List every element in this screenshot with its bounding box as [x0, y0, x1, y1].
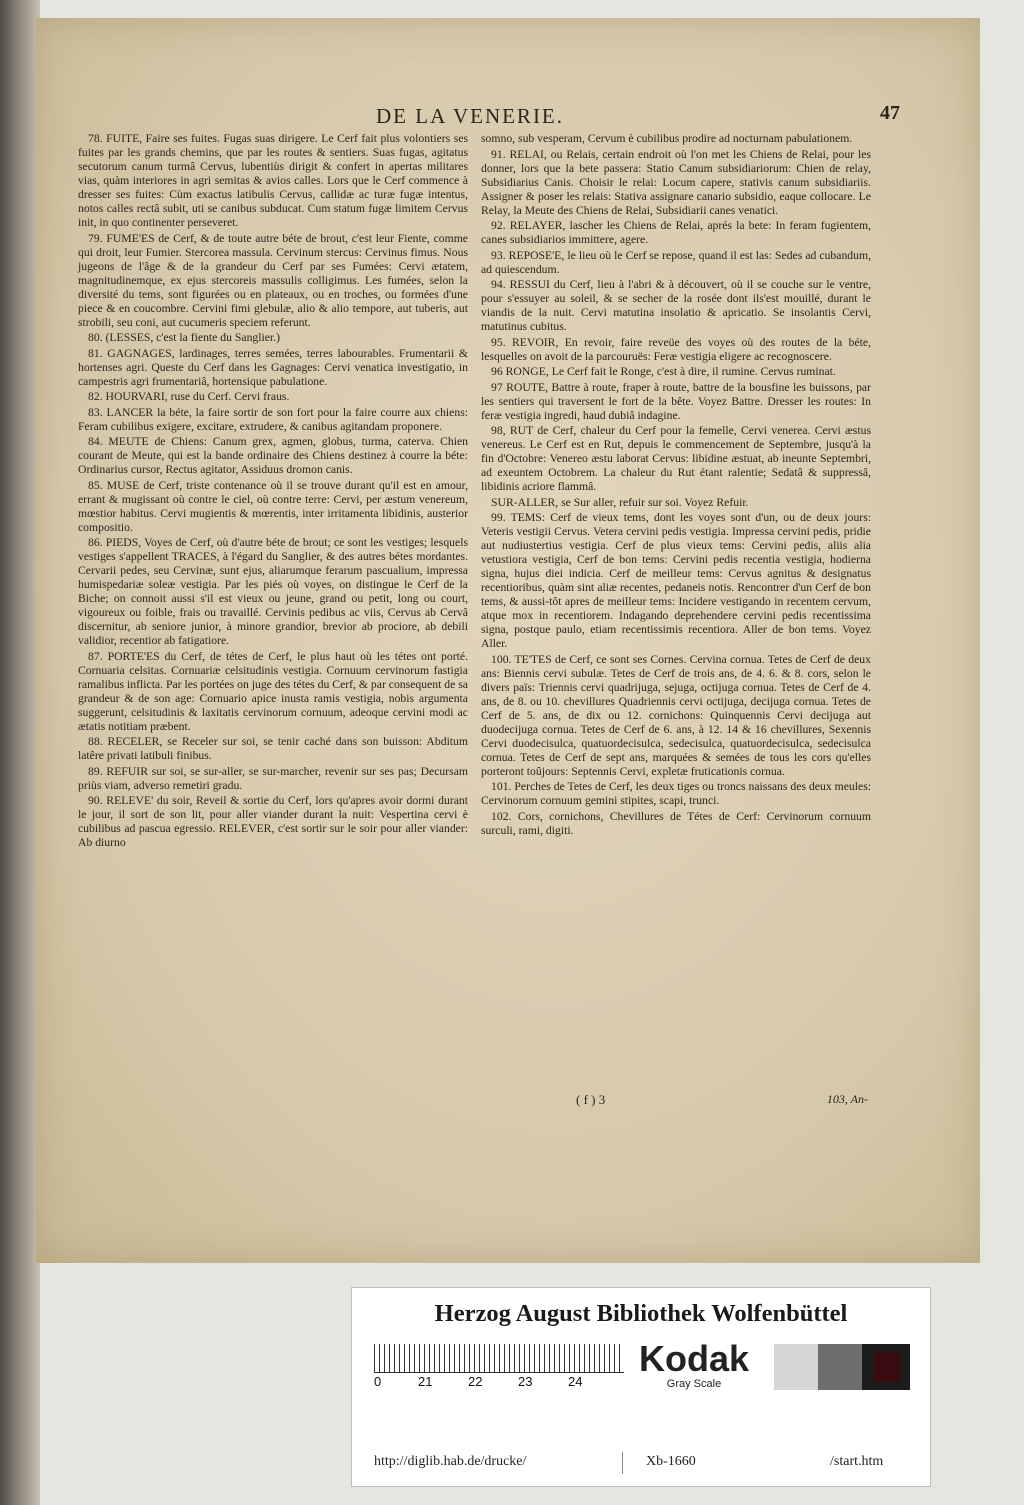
running-title: DE LA VENERIE. [376, 104, 565, 128]
entry-sur-aller: SUR-ALLER, se Sur aller, refuir sur soi. Voyez Refuir. [491, 495, 749, 509]
card-footer [352, 1448, 930, 1474]
ruler-label: 24 [568, 1374, 583, 1389]
entry-100: 100. TE'TES de Cerf, ce sont ses Cornes. Cervina cornua. Tetes de Cerf de deux ans: Biennis cervi subulæ. Tetes de Cerf de trois ans, de 4. 6. & 8. cors, selon le divers païs: Triennis cervi quadrijuga, sejuga, octijuga cornua. Tetes de Cerf de 4. ans, de 8. ou 10. chevillures Quadriennis cervi octijuga, decijuga cornua. Tetes de Cerf de 5. ans, de dix ou 12. cornichons: Quinquennis Cervi decijuga aut duodecijuga cornua. Tetes de Cerf de 6. ans, à 12. 14 & 16 chevillures, Sexennis Cervi duodecisulca, quatuordecisulca, sedecisulca, quatuordecisulca, sedecisulca cornua. Tetes de Cerf de sept ans, marquées & semées de tous les cors qu'elles porteront toûjours: Septennis Cervi, expletæ fruticationis cornua. [481, 652, 871, 778]
ruler-label: 0 [374, 1374, 382, 1389]
gray-scale-label: Gray Scale [666, 1378, 722, 1390]
entry-79: 79. FUME'ES de Cerf, & de toute autre béte de brout, c'est leur Fiente, comme qui droit, leur Fumier. Stercorea massula. Cervinum stercus: Cervinus fimus. Nous jugeons de l'âge & de la grandeur du Cerf par ses Fumées: Cervi ætatem, magnitudinemque, ex ejus stercoreis massulis colligimus. Les fumées, selon la diversité du tems, sont figurées ou en plateaux, ou en troches, ou formées d'une piece & en coucombre. Cervini fimi glebulæ, alio & alio tempore, aut tuberis, aut strobili, seu coni, aut cucumeris speciem referunt. [78, 231, 468, 329]
ruler-label: 21 [418, 1374, 433, 1389]
entry-78: 78. FUITE, Faire ses fuites. Fugas suas dirigere. Le Cerf fait plus volontiers ses fuites par les grands chemins, que par les routes & sentiers. Suas fugas, agitatus secutorum canum turmâ Cervus, lubentiùs dirigit & confert in apertas militares vias, quàm interiores in agri semitas & avios calles. Lors que le Cerf commence à dresser ses fuites: Cùm exactus latibulis Cervus, callidæ ac turæ fugæ intentus, notos calles rectâ subit, uti se canibus subducat. Cum statum fugæ limitem Cervus init, in quo continenter perseveret. [78, 132, 468, 229]
entry-94: 94. RESSUI du Cerf, lieu à l'abri & à découvert, où il se couche sur le ventre, pour s'essuyer au soleil, & se secher de la rosée dont ils'est mouillé, durant le viandis de la nuit. Cervi matutina insolatio & apricatio. Se insolantis Cervi, matutinus cubitus. [481, 278, 871, 333]
entry-86: 86. PIEDS, Voyes de Cerf, où d'autre béte de brout; ce sont les vestiges; lesquels vestiges s'appellent TRACES, à l'égard du Sanglier, & des autres bétes mordantes. Cervarii pedes, seu Cervinæ, sunt ejus, aliarumque ferarum pascualium, impressa humispedariæ soleæ vestigia. Par les piés où voyes, on distingue le Cerf de la Biche; on connoit aussi s'il est vieux ou jeune, grand ou petit, long ou court, vigoureux ou foible, frais ou travaillé. Cervinis pedibus ac viis, Cervus ab Cervâ discernitur, ab seniore junior, à minore grandior, brevior ab prociore, ab debili validior, recentior ab fatigatiore. [78, 536, 468, 647]
entry-101: 101. Perches de Tetes de Cerf, les deux tiges ou troncs naissans des deux meules: Cervinorum cornuum gemini stipites, scapi, trunci. [481, 780, 871, 807]
entry-82: 82. HOURVARI, ruse du Cerf. Cervi fraus. [88, 390, 290, 403]
library-name: Herzog August Bibliothek Wolfenbüttel [434, 1300, 848, 1327]
entry-96: 96 RONGE, Le Cerf fait le Ronge, c'est à dire, il rumine. Cervus ruminat. [491, 365, 836, 378]
shelfmark: Xb-1660 [646, 1454, 696, 1469]
ruler-label: 22 [468, 1374, 483, 1389]
kodak-logo [624, 1338, 764, 1390]
library-target-card [351, 1287, 931, 1487]
page-header [36, 104, 980, 134]
page-number: 47 [880, 102, 900, 124]
gray-swatch-mid [818, 1344, 862, 1390]
book-page [36, 18, 980, 1263]
kodak-wordmark: Kodak [638, 1338, 750, 1379]
catchword: 103, An- [826, 1092, 868, 1106]
start-path: /start.htm [830, 1454, 884, 1469]
entry-81: 81. GAGNAGES, lardinages, terres semées, terres labourables. Frumentarii & hortenses agri. Queste du Cerf dans les Gagnages: Cervi venatica investigatio, in campestris agri frumentariâ, hortensique pabulatione. [78, 346, 468, 388]
entry-88: 88. RECELER, se Receler sur soi, se tenir caché dans son buisson: Abditum latêre privati latibuli finibus. [78, 735, 468, 762]
scan-edge-shadow [0, 0, 40, 1505]
entry-99: 99. TEMS: Cerf de vieux tems, dont les voyes sont d'un, ou de deux jours: Veteris vestigii Cervus. Vetera cervini pedis vestigia. Impressa cervini pedis, pridie aut nudiustertius vestigia. Cerf de plus vieux tems: Cervini pedis, aliis alia vetustiora vestigia, Cerf de bon tems: Cervini pedis recentia vestigia, hodierna signa, hujus diei indicia. Cerf de meilleur tems: Cervus agnitus & designatus recentioribus, quàm sint aliæ recentes, pedaneis notis. Rencontrer d'un Cerf de bon tems, & aussi-tôt apres de meilleur tems: Incidere vestigando in recentem cervum, atque mox in recentiorem. Indagando deprehendere cervini pedis recentissima signa, postque paulo, etiam recentissimis recentiora. Aller de bon tems. Voyez Aller. [481, 511, 871, 650]
entry-91: 91. RELAI, ou Relais, certain endroit où l'on met les Chiens de Relai, pour les donner, lors que la bete passera: Statio Canum subsidiariorum: Chien de relay, Subsidiarius Canis. Choisir le relai: Locum capere, stativis canum subsidiariis. Assigner & poser les relais: Stativa assignare canario subsidio, eaque collocare. Le Relay, la Meute des Chiens de Relai, Subsidiarii canes venatici. [481, 147, 871, 217]
digilib-url: http://diglib.hab.de/drucke/ [374, 1454, 527, 1469]
color-scale [374, 1338, 914, 1390]
entry-90-cont: somno, sub vesperam, Cervum è cubilibus prodire ad nocturnam pabulationem. [481, 132, 853, 145]
divider [622, 1452, 623, 1474]
gray-swatch-dark [862, 1344, 910, 1390]
entry-87: 87. PORTE'ES du Cerf, de tétes de Cerf, le plus haut où les tétes ont porté. Cornuaria celsitas. Cornuariæ celsitudinis vestigia. Cornuum cervinorum fastigia ramalibus inflicta. Par les portées on juge des tétes du Cerf, & par consequent de sa grandeur & de son age: Cornuario apice inusta ramis vestigia, nobis argumenta suggerunt, celsitudinis & laxitatis cervinorum cornuum, adeoque cervini modi ac ætatis notitiam præbent. [78, 649, 468, 733]
entry-93: 93. REPOSE'E, le lieu où le Cerf se repose, quand il est las: Sedes ad cubandum, ad quiescendum. [481, 248, 871, 276]
entry-85: 85. MUSE de Cerf, triste contenance où il se trouve durant qu'il est en amour, errant & mugissant où contre le ciel, où contre terre: Cervi, per æstum venereum, mœstior habitus. Cervi mugientis & mœrentis, inter irritamenta libidinis, austerior compositio. [78, 478, 468, 534]
entry-98: 98, RUT de Cerf, chaleur du Cerf pour la femelle, Cervi venerea. Cervi æstus venereus. Le Cerf est en Rut, depuis le commencement de Septembre, jusqu'à la fin d'Octobre: Venereo æstu laborat Cervus: libidine æstuat, ab ineunte Septembri, ad exeuntem Octobrem. La chaleur du Rut étant ralentie; Sedatâ & suppressâ, libidinis acriore flammâ. [481, 424, 871, 493]
entry-80: 80. (LESSES, c'est la fiente du Sanglier.) [88, 331, 280, 344]
entry-97: 97 ROUTE, Battre à route, fraper à route, battre de la bousfine les buissons, par les sentiers qui traversent le fort de la bête. Voyez Battre. Dresser les routes: In feræ vestigia ingredi, haud dubiâ indagine. [481, 380, 871, 422]
entry-83: 83. LANCER la béte, la faire sortir de son fort pour la faire courre aux chiens: Feram cubilibus exigere, excitare, extrudere, & canibus agitandam proponere. [78, 405, 468, 433]
signature-mark: ( f ) 3 [576, 1092, 606, 1107]
entry-95: 95. REVOIR, En revoir, faire reveüe des voyes où des routes de la béte, lesquelles on avoit de la parcouruës: Feræ vestigia eligere ac recognoscere. [481, 335, 871, 363]
right-column [481, 132, 871, 839]
left-column [78, 132, 468, 852]
entry-84: 84. MEUTE de Chiens: Canum grex, agmen, globus, turma, caterva. Chien courant de Meute, qui est la bande ordinaire des Chiens destinez à courre la béte: Ordinarius cursor, Rectus agitator, Assiduus dromon canis. [78, 435, 468, 476]
ruler-label: 23 [518, 1374, 533, 1389]
entry-92: 92. RELAYER, lascher les Chiens de Relai, aprés la bete: In feram fugientem, canes subsidiarios immittere, agere. [481, 219, 871, 246]
ruler [374, 1344, 624, 1373]
dark-red-patch [874, 1352, 900, 1382]
entry-102: 102. Cors, cornichons, Chevillures de Tétes de Cerf: Cervinorum cornuum surculi, rami, digiti. [481, 809, 871, 837]
entry-89: 89. REFUIR sur soi, se sur-aller, se sur-marcher, revenir sur ses pas; Decursam priùs viam, adverso remetiri gradu. [78, 764, 468, 792]
gray-swatch-light [774, 1344, 818, 1390]
entry-90: 90. RELEVE' du soir, Reveil & sortie du Cerf, lors qu'apres avoir dormi durant le jour, il sort de son lit, pour aller viander durant la nuit: Vespertina cervi è cubilibus ad pascua egressio. RELEVER, c'est sortir sur le soir pour aller viander: Ab diurno [78, 794, 468, 849]
